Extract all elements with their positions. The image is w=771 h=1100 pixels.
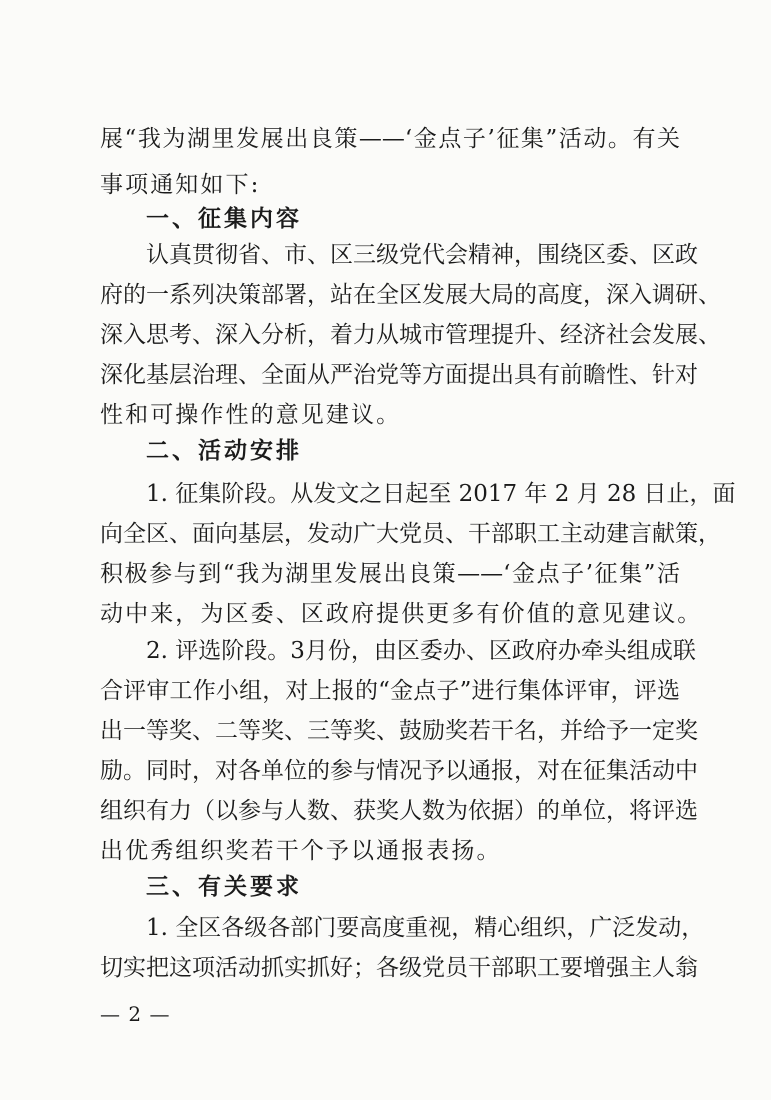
body-text-line: 事项通知如下: (100, 172, 261, 198)
body-text-line: 动中来，为区委、区政府提供更多有价值的意见建议。 (100, 601, 703, 627)
body-text-line: 深化基层治理、全面从严治党等方面提出具有前瞻性、针对 (100, 362, 698, 388)
body-text-line: 向全区、面向基层，发动广大党员、干部职工主动建言献策， (100, 521, 721, 547)
section-heading-requirements: 三、有关要求 (146, 874, 302, 900)
body-text-line: 出优秀组织奖若干个予以通报表扬。 (100, 838, 502, 864)
page-number: — 2 — (100, 1002, 171, 1026)
paragraph-first-line: 认真贯彻省、市、区三级党代会精神，围绕区委、区政 (146, 242, 698, 268)
body-text-line: 积极参与到“我为湖里发展出良策——‘金点子’征集”活 (100, 561, 680, 587)
body-text-line: 性和可操作性的意见建议。 (100, 402, 402, 428)
body-text-line: 出一等奖、二等奖、三等奖、鼓励奖若干名，并给予一定奖 (100, 718, 698, 744)
body-text-line: 合评审工作小组，对上报的“金点子”进行集体评审，评选 (100, 678, 680, 704)
body-text-line: 深入思考、深入分析，着力从城市管理提升、经济社会发展、 (100, 322, 721, 348)
body-text-line: 切实把这项活动抓实抓好；各级党员干部职工要增强主人翁 (100, 955, 698, 981)
paragraph-first-line: 1. 征集阶段。从发文之日起至 2017 年 2 月 28 日止，面 (146, 481, 736, 507)
body-text-line: 府的一系列决策部署，站在全区发展大局的高度，深入调研、 (100, 282, 721, 308)
section-heading-collection-content: 一、征集内容 (146, 206, 302, 232)
paragraph-first-line: 2. 评选阶段。3月份，由区委办、区政府办牵头组成联 (146, 638, 696, 664)
body-text-line: 组织有力（以参与人数、获奖人数为依据）的单位，将评选 (100, 798, 698, 824)
body-text-line: 展“我为湖里发展出良策——‘金点子’征集”活动。有关 (100, 126, 680, 152)
paragraph-first-line: 1. 全区各级各部门要高度重视，精心组织，广泛发动， (146, 915, 705, 941)
body-text-line: 励。同时，对各单位的参与情况予以通报，对在征集活动中 (100, 758, 698, 784)
section-heading-activity-arrangement: 二、活动安排 (146, 438, 302, 464)
